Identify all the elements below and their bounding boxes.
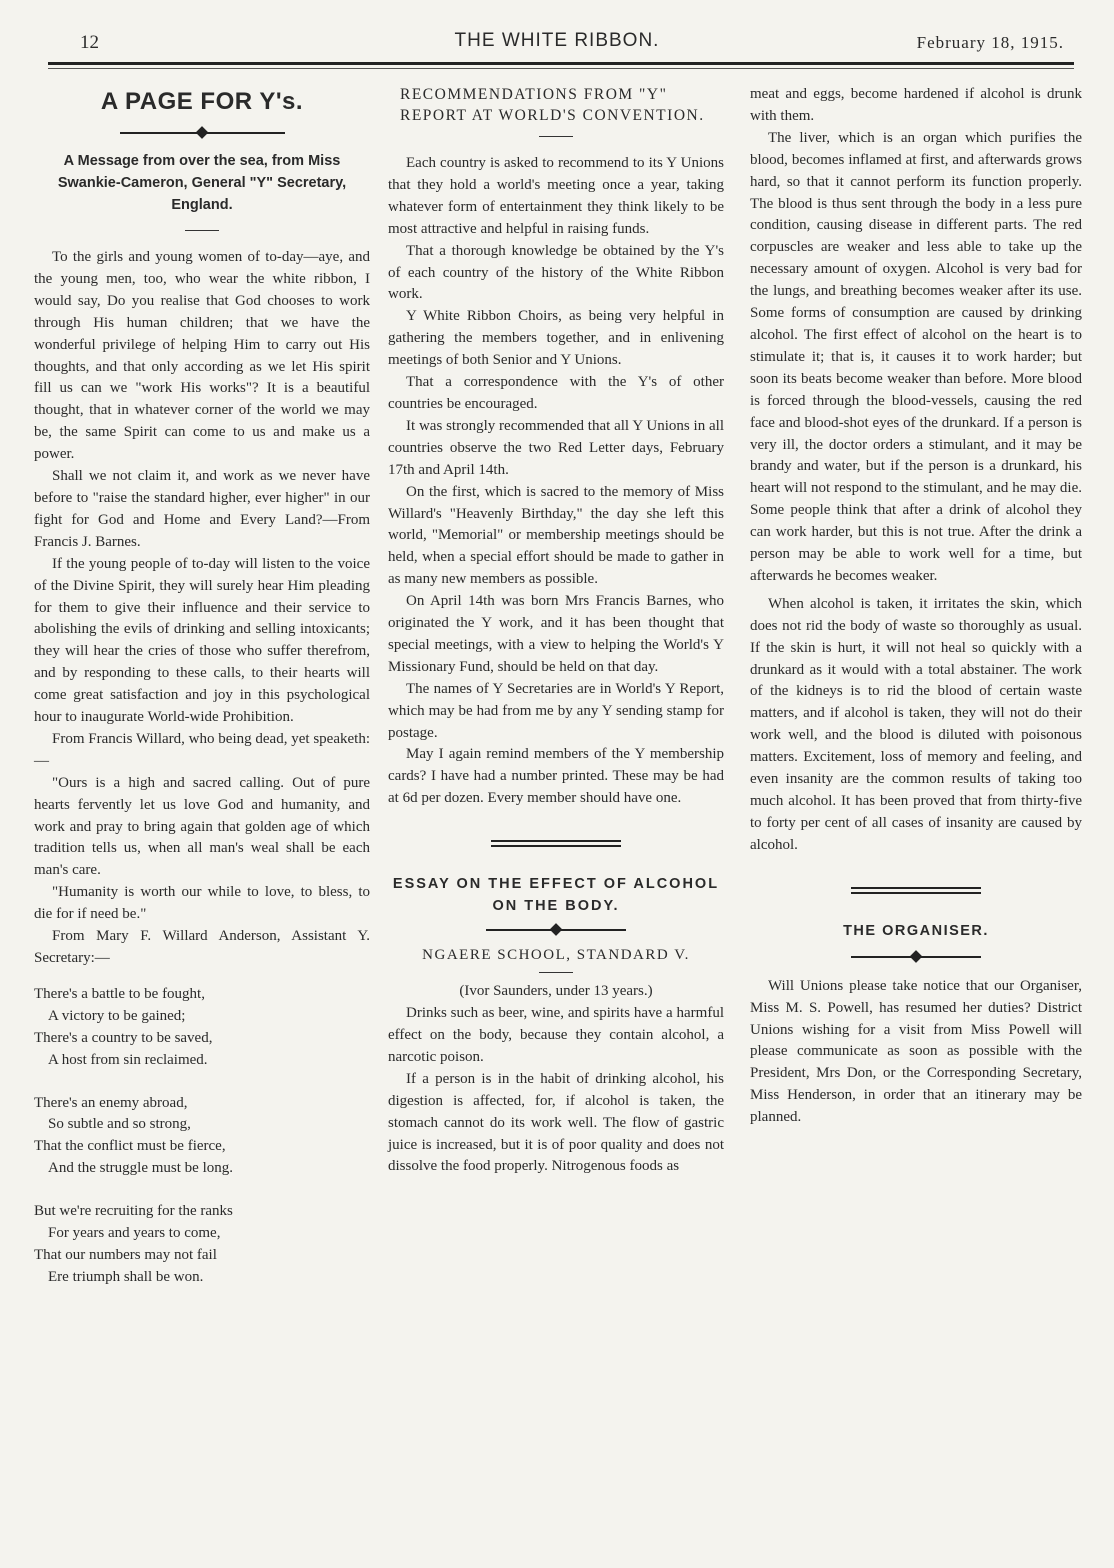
poem-line: For years and years to come,: [48, 1225, 221, 1242]
message-subhead: A Message from over the sea, from Miss Swankie-Cameron, General "Y" Secretary, England.: [57, 153, 347, 213]
column-3: [750, 84, 1082, 1129]
double-rule: [851, 887, 981, 894]
paragraph: The names of Y Secretaries are in World's Y Report, which may be had from me by any Y sending stamp for postage.: [388, 680, 724, 741]
ornament-divider: [486, 923, 626, 937]
organiser-title: THE ORGANISER.: [843, 922, 989, 939]
short-rule: [539, 972, 573, 973]
poem-stanza: [34, 984, 370, 1072]
poem-line: A victory to be gained;: [48, 1007, 186, 1024]
paragraph: If a person is in the habit of drinking alcohol, his digestion is affected, for, if alcohol is taken, the stomach cannot do its work well. The flow of gastric juice is increased, but it is of poor quality and does not dissolve the food properly. Nitrogenous foods as: [388, 1070, 724, 1175]
essay-title: ESSAY ON THE EFFECT OF ALCOHOL ON THE BODY.: [392, 876, 720, 915]
poem-line: There's an enemy abroad,: [34, 1094, 188, 1111]
poem-stanza: [34, 1201, 370, 1289]
paragraph: To the girls and young women of to-day—aye, and the young men, too, who wear the white ribbon, I would say, Do you realise that God chooses to work through His human children; that we have the wonderful privilege of helping Him to carry out His thoughts, and that only according as we let His spirit fill us can we "work His works"? It is a beautiful thought, that in whatever corner of the world we may be, the same Spirit can come to us and make us a power.: [34, 249, 370, 463]
column-2: [388, 84, 724, 1178]
ornament-divider: [120, 126, 285, 140]
column-1: [34, 84, 370, 1310]
paragraph: Drinks such as beer, wine, and spirits have a harmful effect on the body, because they contain alcohol, a narcotic poison.: [388, 1005, 724, 1065]
paragraph: That a correspondence with the Y's of other countries be encouraged.: [388, 374, 724, 412]
paragraph: If the young people of to-day will listen to the voice of the Divine Spirit, they will surely hear Him pleading for them to give their influence and their service to abolishing the evils of drinking and selling intoxicants; they will hear the cries of those who suffer therefrom, and by responding to these calls, to their hearts will come great satisfaction and joy in this psychological hour to inaugurate World-wide Prohibition.: [34, 555, 370, 726]
paragraph: On April 14th was born Mrs Francis Barnes, who originated the Y work, and it has been thought that special meetings, with a view to helping the World's Y Missionary Fund, should be held on that day.: [388, 593, 724, 675]
paragraph: From Francis Willard, who being dead, yet speaketh:—: [34, 730, 370, 769]
poem-line: There's a battle to be fought,: [34, 985, 205, 1002]
paragraph: From Mary F. Willard Anderson, Assistant Y. Secretary:—: [34, 928, 370, 966]
paragraph: "Ours is a high and sacred calling. Out of pure hearts fervently let us love God and humanity, and work and pray to bring again that golden age of which tradition tells us, when all man's weal shall be each man's care.: [34, 774, 370, 879]
header-rule: [48, 62, 1074, 65]
paragraph: That a thorough knowledge be obtained by the Y's of each country of the history of the White Ribbon work.: [388, 242, 724, 303]
issue-date: February 18, 1915.: [916, 33, 1064, 52]
poem-line: That our numbers may not fail: [34, 1246, 217, 1263]
paragraph: On the first, which is sacred to the memory of Miss Willard's "Heavenly Birthday," the day she left this world, "Memorial" or membership meetings should be held, when a special effort should be made to gather in as many new members as possible.: [388, 483, 724, 588]
paragraph: Y White Ribbon Choirs, as being very helpful in gathering the members together, and in enlivening meetings of both Senior and Y Unions.: [388, 308, 724, 369]
paragraph: Will Unions please take notice that our Organiser, Miss M. S. Powell, has resumed her duties? District Unions wishing for a visit from Miss Powell will please communicate as soon as possible with the President, Mrs Don, or the Corresponding Secretary, Miss Henderson, in order that an itinerary may be planned.: [750, 977, 1082, 1126]
poem-line: Ere triumph shall be won.: [48, 1268, 204, 1285]
paragraph: meat and eggs, become hardened if alcohol is drunk with them.: [750, 86, 1082, 124]
poem-line: That the conflict must be fierce,: [34, 1138, 226, 1155]
paragraph: When alcohol is taken, it irritates the skin, which does not rid the body of waste so thoroughly as usual. If the skin is hurt, it will not heal so quickly with a drunkard as it would with a total abstainer. The work of the kidneys is to rid the blood of certain waste matters, and if alcohol is taken, they will not do their work well, and the blood is diluted with poisonous matters. Excitement, loss of memory and feeling, and even insanity are the common results of taking too much alcohol. It has been proved that from thirty-five to forty per cent of all cases of insanity are caused by alcohol.: [750, 595, 1082, 853]
masthead-title: THE WHITE RIBBON.: [454, 30, 660, 51]
ornament-divider: [851, 950, 981, 964]
poem-stanza: [34, 1093, 370, 1181]
paragraph: The liver, which is an organ which purifies the blood, becomes inflamed at first, and afterwards grows hard, so that it cannot perform its function properly. The blood is thus sent through the body in a less pure condition, causing disease in different parts. The red corpuscles are weaker and less able to take up the necessary amount of oxygen. Alcohol is very bad for the lungs, and breathing becomes weaker after its use. Some forms of consumption are caused by drinking alcohol. The first effect of alcohol on the heart is to stimulate it; that is, it causes it to work harder; but soon its beats become weaker than before. More blood is forced through the blood-vessels, causing the red face and blood-shot eyes of the drunkard. If a person is very ill, the doctor orders a stimulant, and it may be brandy and water, but if the person is a drunkard, his heart will not respond to the stimulant, and he may die. Some people think that after a drink of alcohol they can work harder, but this is not true. After the drink a person may be able to work well for a time, but afterwards he becomes weaker.: [750, 129, 1082, 584]
page-number: 12: [80, 32, 99, 53]
double-rule: [491, 840, 621, 847]
paragraph: It was strongly recommended that all Y Unions in all countries observe the two Red Letter days, February 17th and April 14th.: [388, 417, 724, 478]
poem-line: There's a country to be saved,: [34, 1029, 213, 1046]
paragraph: May I again remind members of the Y membership cards? I have had a number printed. These may be had at 6d per dozen. Every member should have one.: [388, 746, 724, 807]
header-rule-thin: [48, 68, 1074, 69]
poem-line: But we're recruiting for the ranks: [34, 1203, 233, 1220]
short-rule: [539, 136, 573, 137]
poem-line: A host from sin reclaimed.: [48, 1051, 208, 1068]
poem-line: So subtle and so strong,: [48, 1116, 191, 1133]
paragraph: Shall we not claim it, and work as we never have before to "raise the standard higher, ever higher" in our fight for God and Home and Every Land?—From Francis J. Barnes.: [34, 468, 370, 550]
page-header: [0, 0, 1114, 80]
school-name: NGAERE SCHOOL, STANDARD V.: [422, 947, 690, 964]
poem: [34, 984, 370, 1289]
page-for-ys-title: A PAGE FOR Y's.: [100, 88, 304, 115]
essay-author: (Ivor Saunders, under 13 years.): [459, 983, 653, 1000]
short-rule: [185, 230, 219, 231]
paragraph: "Humanity is worth our while to love, to bless, to die for if need be.": [34, 884, 370, 923]
paragraph: Each country is asked to recommend to its Y Unions that they hold a world's meeting once a year, taking whatever form of entertainment they think likely to be most attractive and helpful in raising funds.: [388, 155, 724, 237]
recommendations-title: RECOMMENDATIONS FROM "Y" REPORT AT WORLD'S CONVENTION.: [400, 86, 705, 124]
poem-line: And the struggle must be long.: [48, 1160, 233, 1177]
